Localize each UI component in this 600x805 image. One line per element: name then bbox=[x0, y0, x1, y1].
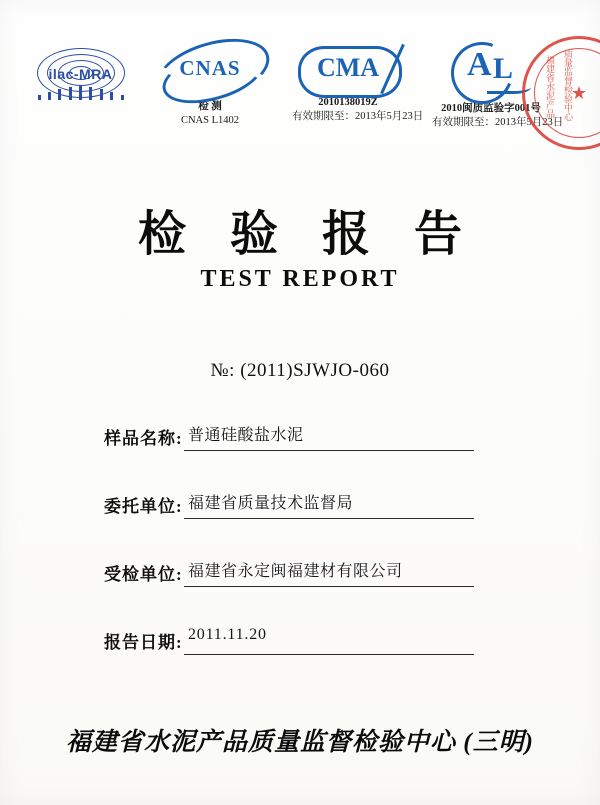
cnas-caption-line-2: CNAS L1402 bbox=[180, 115, 240, 127]
field-underline-client-unit bbox=[184, 518, 474, 519]
official-red-seal: ★ 福建省水泥产品 质量监督检验中心 bbox=[522, 36, 600, 150]
field-underline-sample-name bbox=[184, 450, 474, 451]
field-row-report-date bbox=[104, 622, 504, 690]
field-value-report-date: 2011.11.20 bbox=[188, 626, 267, 643]
cma-caption-line-2: 有效期限至：2013年5月23日 bbox=[292, 111, 424, 123]
seal-text-left: 质量监督检验中心 bbox=[563, 49, 573, 121]
cnas-icon bbox=[151, 38, 269, 100]
ilac-mra-wordmark: ilac-MRA bbox=[48, 66, 113, 82]
field-underline-inspected-unit bbox=[184, 586, 474, 587]
accreditation-logo-row bbox=[0, 38, 600, 158]
cal-caption-line-1: 2010闽质监验字001号 bbox=[441, 103, 541, 114]
cal-caption-line-2: 有效期限至：2013年5月23日 bbox=[432, 117, 564, 129]
field-label-sample-name: 样品名称: bbox=[104, 429, 183, 448]
cma-wordmark: CMA bbox=[316, 53, 380, 82]
field-row-inspected-unit bbox=[104, 554, 504, 622]
field-label-report-date: 报告日期: bbox=[104, 633, 183, 652]
field-row-sample-name bbox=[104, 418, 504, 486]
report-fields bbox=[104, 418, 504, 690]
field-label-inspected-unit: 受检单位: bbox=[104, 565, 183, 584]
ilac-mra-icon bbox=[32, 44, 130, 102]
report-number bbox=[0, 360, 600, 382]
cma-logo bbox=[292, 44, 424, 124]
issuing-organisation: 福建省水泥产品质量监督检验中心 (三明) bbox=[66, 729, 534, 756]
ilac-mra-logo bbox=[28, 44, 133, 102]
cnas-caption-line-1: 检 测 bbox=[198, 101, 222, 112]
cnas-wordmark: CNAS bbox=[179, 56, 241, 80]
field-label-client-unit: 委托单位: bbox=[104, 497, 183, 516]
seal-text-right: 福建省水泥产品 bbox=[545, 55, 555, 118]
page-title-en: TEST REPORT bbox=[200, 266, 400, 292]
ilac-bars-icon bbox=[38, 86, 124, 100]
page-title-cn: 检 验 报 告 bbox=[137, 208, 478, 261]
cal-icon: A L bbox=[443, 40, 539, 102]
field-value-inspected-unit: 福建省永定闽福建材有限公司 bbox=[188, 563, 403, 580]
cma-caption-line-1: 2010138019Z bbox=[318, 97, 378, 108]
report-number-prefix: №: bbox=[210, 360, 235, 381]
report-number-value: (2011)SJWJO-060 bbox=[240, 360, 390, 381]
field-value-sample-name: 普通硅酸盐水泥 bbox=[188, 427, 304, 444]
cnas-logo bbox=[150, 38, 270, 128]
field-row-client-unit bbox=[104, 486, 504, 554]
field-value-client-unit: 福建省质量技术监督局 bbox=[188, 495, 354, 512]
cma-icon bbox=[296, 44, 400, 96]
field-underline-report-date bbox=[184, 654, 474, 655]
